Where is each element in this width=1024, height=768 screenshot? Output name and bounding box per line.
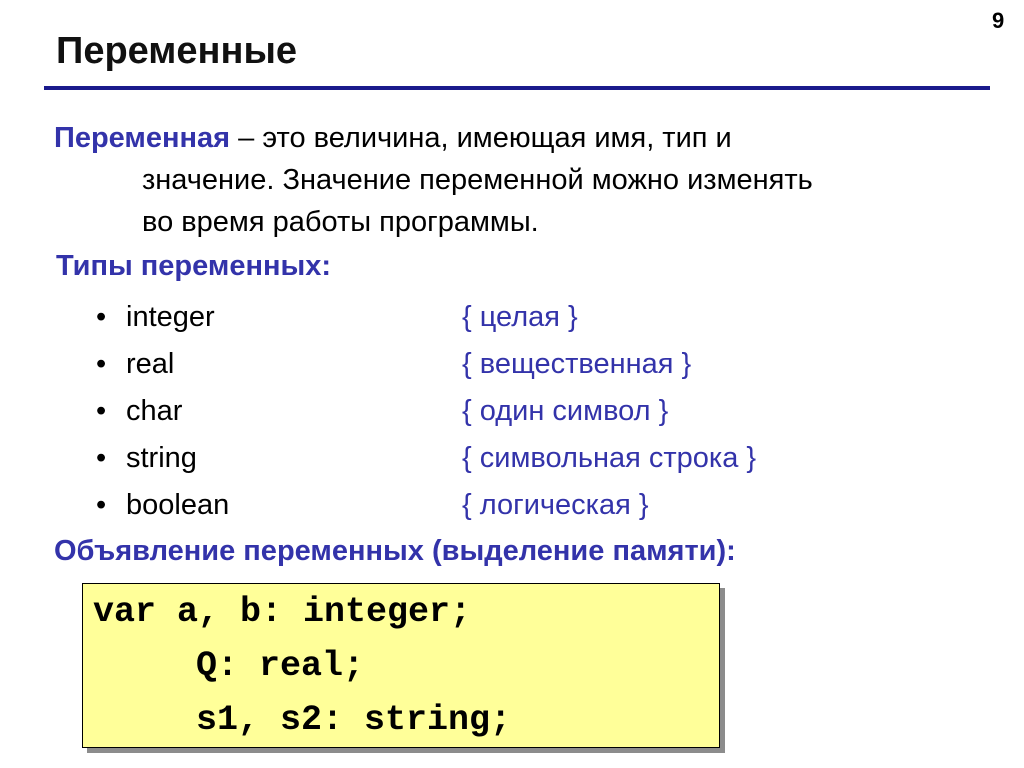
type-comment: { вещественная } (462, 348, 692, 380)
title-divider (44, 86, 990, 90)
declaration-heading: Объявление переменных (выделение памяти): (54, 535, 736, 567)
list-item (96, 388, 896, 435)
type-comment: { целая } (462, 301, 578, 333)
bullet-icon: • (96, 489, 107, 521)
type-comment: { один символ } (462, 395, 669, 427)
types-list (96, 294, 896, 529)
code-block (82, 583, 720, 748)
slide-title: Переменные (56, 30, 298, 72)
definition-line-2: значение. Значение переменной можно изменять (142, 164, 813, 196)
definition-text-1: – это величина, имеющая имя, тип и (230, 122, 732, 154)
definition-term: Переменная (54, 122, 231, 154)
type-comment: { логическая } (462, 489, 649, 521)
type-name: integer (126, 301, 215, 333)
bullet-icon: • (96, 442, 107, 474)
type-comment: { символьная строка } (462, 442, 757, 474)
list-item (96, 482, 896, 529)
types-heading: Типы переменных: (56, 250, 332, 282)
bullet-icon: • (96, 395, 107, 427)
definition-line-3: во время работы программы. (142, 206, 539, 238)
code-line-3: s1, s2: string; (196, 700, 512, 740)
type-name: char (126, 395, 183, 427)
type-name: real (126, 348, 175, 380)
definition-paragraph (54, 117, 954, 243)
type-name: string (126, 442, 197, 474)
bullet-icon: • (96, 301, 107, 333)
list-item (96, 294, 896, 341)
code-line-1: var a, b: integer; (93, 592, 472, 632)
list-item (96, 341, 896, 388)
bullet-icon: • (96, 348, 107, 380)
type-name: boolean (126, 489, 230, 521)
definition-line-1 (54, 117, 954, 159)
list-item (96, 435, 896, 482)
code-line-2: Q: real; (196, 646, 365, 686)
page-number: 9 (992, 8, 1005, 33)
